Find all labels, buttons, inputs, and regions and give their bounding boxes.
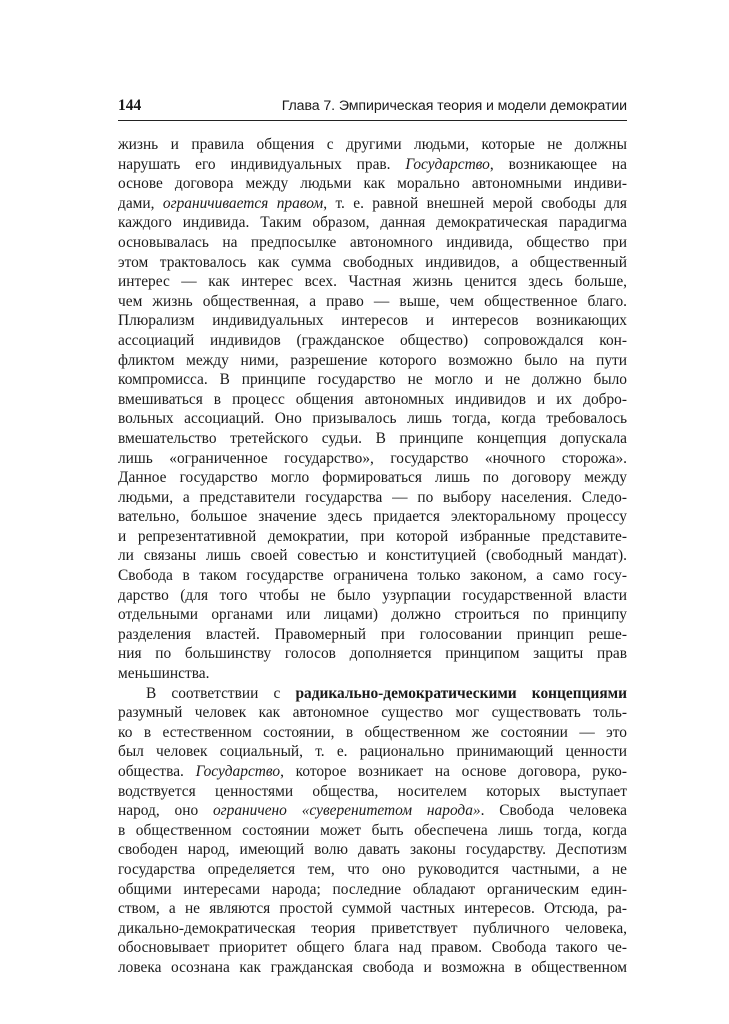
text-line: [118, 527, 627, 547]
text-line: [118, 586, 627, 606]
book-page: [118, 96, 627, 978]
text-line: [118, 880, 627, 900]
text-line: [118, 213, 627, 233]
text-line: [118, 390, 627, 410]
text-run: вмешательство третейского судьи. В принципе концепция допускала: [118, 429, 627, 447]
text-line: [118, 625, 627, 645]
text-line: [118, 742, 627, 762]
text-run: свободен народ, имеющий волю давать законы государству. Деспотизм: [118, 841, 627, 859]
text-line: [118, 311, 627, 331]
text-run: интерес — как интерес всех. Частная жизнь ценится здесь больше,: [118, 273, 627, 291]
running-header: [118, 96, 627, 121]
text-run: обосновывает приоритет общего блага над правом. Свобода такого че-: [118, 939, 627, 957]
text-run: . Свобода человека: [480, 802, 627, 820]
text-run: Данное государство могло формироваться лишь по договору между: [118, 469, 627, 487]
text-run: ассоциаций индивидов (гражданское общество) сопровождался кон-: [118, 331, 627, 349]
body-text: [118, 135, 627, 978]
text-run: в общественном состоянии может быть обеспечена лишь тогда, когда: [118, 821, 627, 839]
text-line: [118, 155, 627, 175]
text-run: нарушать его индивидуальных прав.: [118, 155, 406, 173]
text-run: жизнь и правила общения с другими людьми, которые не должны: [118, 136, 627, 153]
text-run: водствуется ценностями общества, носителем которых выступает: [118, 782, 627, 800]
text-run: основе договора между людьми как морально автономными индиви-: [118, 175, 627, 193]
text-run: основывалась на предпосылке автономного индивида, общество при: [118, 233, 627, 251]
text-run: общества.: [118, 763, 196, 780]
text-line: [118, 723, 627, 743]
text-run: , возникающее на: [489, 155, 627, 173]
text-line: [118, 566, 627, 586]
italic-text: ограничено «суверенитетом народа»: [212, 802, 481, 820]
text-run: дарство (для того чтобы не было узурпации государственной власти: [118, 586, 627, 604]
text-run: государства определяется тем, что оно руководится частными, а не: [118, 860, 627, 878]
text-run: дами,: [118, 194, 163, 212]
text-line: [118, 899, 627, 919]
text-run: Свобода в таком государстве ограничена только законом, а само госу-: [118, 567, 627, 585]
paragraph-liberal-concept: [118, 135, 627, 684]
text-line: [118, 507, 627, 527]
text-line: [118, 292, 627, 312]
text-run: вмешиваться в процесс общения автономных индивидов и их добро-: [118, 390, 627, 408]
text-line: [118, 409, 627, 429]
text-run: ко в естественном состоянии, в общественном же состоянии — это: [118, 723, 627, 741]
text-line: [118, 449, 627, 469]
text-line: [118, 546, 627, 566]
text-run: общими интересами народа; последние обладают органическим един-: [118, 880, 627, 898]
text-run: фликтом между ними, разрешение которого возможно было на пути: [118, 351, 627, 369]
text-line: [118, 429, 627, 449]
text-run: ния по большинству голосов дополняется принципом защиты прав: [118, 645, 627, 663]
text-line: [118, 605, 627, 625]
text-run: В соответствии с: [146, 684, 296, 702]
text-line: [118, 684, 627, 704]
text-line: [118, 488, 627, 508]
text-run: ством, а не являются простой суммой частных интересов. Отсюда, ра-: [118, 900, 627, 918]
text-line: [118, 135, 627, 155]
text-line: [118, 664, 627, 684]
text-run: , которое возникает на основе договора, руко-: [280, 763, 627, 780]
italic-text: ограничивается правом: [162, 194, 324, 212]
text-line: [118, 272, 627, 292]
text-run: народ, оно: [118, 802, 213, 820]
text-run: , т. е. равной внешней мерой свободы для: [323, 194, 627, 212]
text-run: меньшинства.: [118, 665, 210, 683]
text-run: компромисса. В принципе государство не могло и не должно было: [118, 371, 627, 389]
text-run: Плюрализм индивидуальных интересов и интересов возникающих: [118, 312, 627, 330]
text-line: [118, 331, 627, 351]
text-line: [118, 703, 627, 723]
text-run: людьми, а представители государства — по выбору населения. Следо-: [118, 488, 627, 506]
text-line: [118, 253, 627, 273]
text-line: [118, 821, 627, 841]
italic-text: Государство: [195, 763, 281, 780]
text-line: [118, 194, 627, 214]
text-run: дикально-демократическая теория приветствует публичного человека,: [118, 919, 627, 937]
chapter-title: Глава 7. Эмпирическая теория и модели демократии: [281, 98, 627, 114]
text-run: лишь «ограниченное государство», государство «ночного сторожа».: [118, 449, 627, 467]
text-line: [118, 351, 627, 371]
text-run: был человек социальный, т. е. рационально принимающий ценности: [118, 743, 627, 761]
text-run: отдельными органами или лицами) должно строиться по принципу: [118, 606, 627, 624]
text-run: ловека осознана как гражданская свобода и возможна в общественном: [118, 958, 627, 976]
bold-text: радикально-демократическими концепциями: [295, 684, 627, 702]
paragraph-radical-democratic-concept: [118, 684, 627, 978]
text-line: [118, 919, 627, 939]
text-line: [118, 938, 627, 958]
text-run: вольных ассоциаций. Оно призывалось лишь тогда, когда требовалось: [118, 410, 627, 428]
text-run: чем жизнь общественная, а право — выше, чем общественное благо.: [118, 292, 627, 310]
text-line: [118, 860, 627, 880]
text-line: [118, 801, 627, 821]
page-number: 144: [118, 97, 142, 114]
text-line: [118, 468, 627, 488]
text-line: [118, 233, 627, 253]
text-run: и репрезентативной демократии, при которой избранные представите-: [118, 527, 627, 545]
text-run: разделения властей. Правомерный при голосовании принцип реше-: [118, 625, 627, 643]
italic-text: Государство: [405, 155, 490, 173]
text-line: [118, 762, 627, 782]
text-line: [118, 370, 627, 390]
text-line: [118, 174, 627, 194]
text-run: каждого индивида. Таким образом, данная демократическая парадигма: [118, 214, 627, 232]
text-line: [118, 958, 627, 978]
text-line: [118, 782, 627, 802]
text-run: ли связаны лишь своей совестью и конституцией (свободный мандат).: [118, 547, 627, 565]
text-run: разумный человек как автономное существо мог существовать толь-: [118, 704, 627, 722]
text-line: [118, 840, 627, 860]
text-run: этом трактовалось как сумма свободных индивидов, а общественный: [118, 253, 627, 271]
text-line: [118, 644, 627, 664]
text-run: вательно, большое значение здесь придается электоральному процессу: [118, 508, 627, 526]
